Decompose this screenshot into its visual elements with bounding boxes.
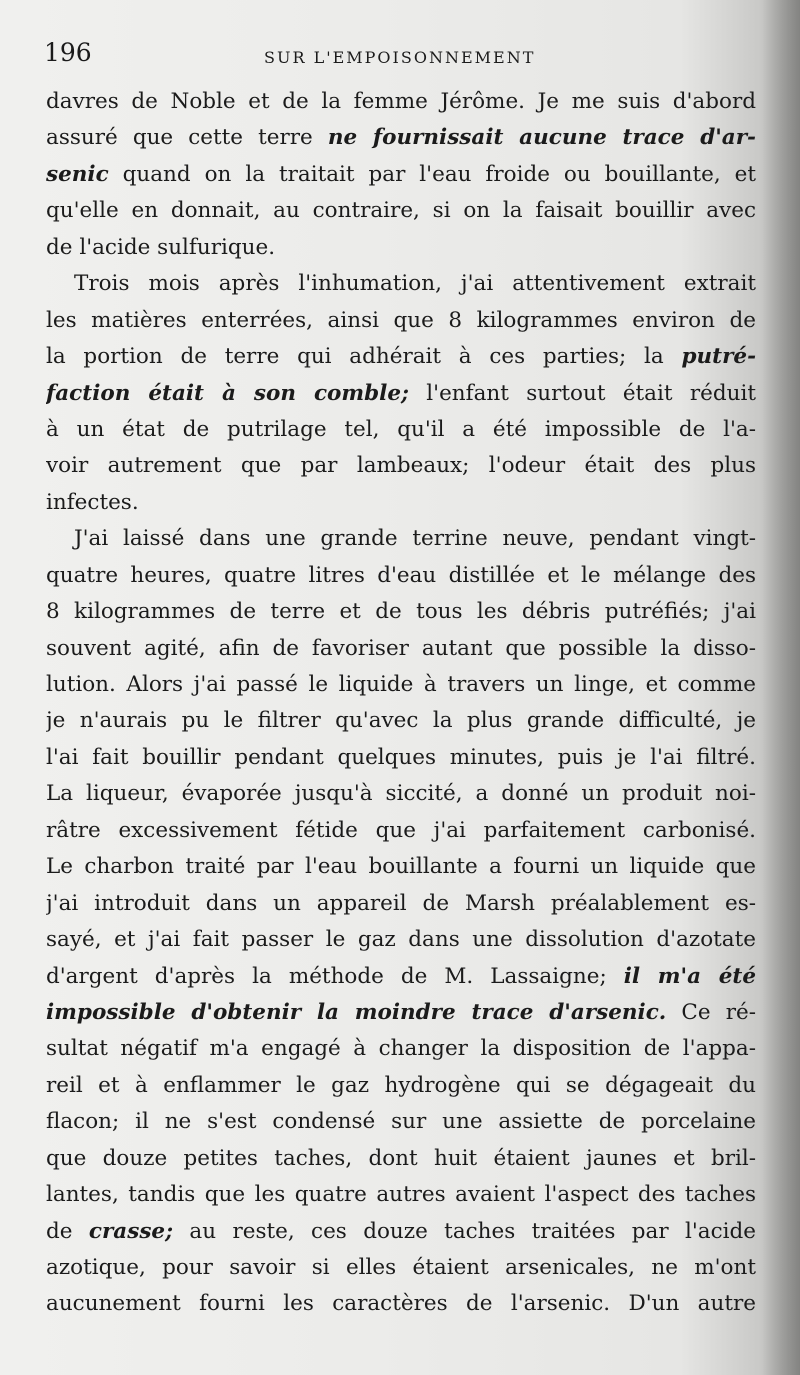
- text-segment: azotique, pour savoir si elles étaient arsenicales, ne m'ont: [46, 1255, 756, 1280]
- text-segment: lution. Alors j'ai passé le liquide à travers un linge, et comme: [46, 672, 756, 697]
- text-line: [46, 813, 756, 849]
- text-line: [46, 1068, 756, 1104]
- text-segment: voir autrement que par lambeaux; l'odeur était des plus: [46, 453, 756, 479]
- text-segment: reil et à enflammer le gaz hydrogène qui se dégageait du: [46, 1072, 756, 1098]
- text-segment: davres de Noble et de la femme Jérôme. Je me suis d'abord: [46, 89, 756, 114]
- italic-text-segment: senic: [46, 161, 109, 187]
- text-line: [46, 1250, 756, 1286]
- text-line: [46, 703, 756, 739]
- text-segment: La liqueur, évaporée jusqu'à siccité, a donné un produit noi-: [46, 781, 756, 807]
- text-segment: au reste, ces douze taches traitées par l'acide: [173, 1218, 756, 1244]
- text-line: [46, 339, 756, 375]
- text-segment: les matières enterrées, ainsi que 8 kilogrammes environ de: [46, 307, 756, 333]
- text-line: [46, 849, 756, 885]
- text-line: [46, 84, 756, 120]
- text-segment: souvent agité, afin de favoriser autant que possible la disso-: [46, 635, 756, 661]
- text-line: [46, 266, 756, 302]
- text-line: [46, 303, 756, 339]
- text-line: [46, 1031, 756, 1067]
- text-line: [46, 594, 756, 630]
- text-line: [46, 193, 756, 229]
- text-segment: quand on la traitait par l'eau froide ou bouillante, et: [108, 161, 756, 187]
- text-line: [46, 886, 756, 922]
- italic-text-segment: ne fournissait aucune trace d'ar-: [327, 125, 756, 151]
- text-segment: j'ai introduit dans un appareil de Marsh préalablement es-: [46, 890, 756, 916]
- text-segment: à un état de putrilage tel, qu'il a été impossible de l'a-: [46, 416, 756, 442]
- text-segment: flacon; il ne s'est condensé sur une assiette de porcelaine: [46, 1109, 756, 1135]
- text-segment: Trois mois après l'inhumation, j'ai attentivement extrait: [74, 271, 756, 297]
- text-segment: que douze petites taches, dont huit étaient jaunes et bril-: [46, 1145, 756, 1171]
- text-line: [46, 959, 756, 995]
- text-line: [46, 521, 756, 557]
- text-line: [46, 631, 756, 667]
- italic-text-segment: il m'a été: [623, 963, 756, 989]
- text-line: [46, 485, 756, 521]
- text-segment: l'enfant surtout était réduit: [408, 380, 756, 406]
- text-line: [46, 922, 756, 958]
- text-line: [46, 667, 756, 703]
- text-line: [46, 1141, 756, 1177]
- text-line: [46, 412, 756, 448]
- text-segment: de: [46, 1218, 89, 1244]
- text-segment: sayé, et j'ai fait passer le gaz dans une dissolution d'azotate: [46, 927, 756, 953]
- text-line: [46, 1286, 756, 1322]
- text-line: [46, 776, 756, 812]
- page-number: 196: [44, 38, 92, 67]
- text-line: [46, 157, 756, 193]
- text-line: [46, 448, 756, 484]
- italic-text-segment: putré-: [681, 344, 756, 370]
- text-segment: d'argent d'après la méthode de M. Lassaigne;: [46, 963, 624, 989]
- text-segment: Ce ré-: [666, 999, 756, 1025]
- text-line: [46, 558, 756, 594]
- text-segment: qu'elle en donnait, au contraire, si on la faisait bouillir avec: [46, 198, 756, 224]
- text-segment: quatre heures, quatre litres d'eau distillée et le mélange des: [46, 562, 756, 588]
- text-segment: lantes, tandis que les quatre autres avaient l'aspect des taches: [46, 1182, 756, 1208]
- text-line: [46, 995, 756, 1031]
- text-line: [46, 120, 756, 156]
- text-segment: je n'aurais pu le filtrer qu'avec la plus grande difficulté, je: [46, 708, 756, 734]
- text-line: [46, 740, 756, 776]
- text-segment: sultat négatif m'a engagé à changer la disposition de l'appa-: [46, 1036, 756, 1062]
- italic-text-segment: faction était à son comble;: [46, 380, 409, 406]
- text-segment: assuré que cette terre: [46, 125, 328, 151]
- text-segment: la portion de terre qui adhérait à ces parties; la: [46, 344, 682, 370]
- text-line: [46, 1177, 756, 1213]
- italic-text-segment: crasse;: [88, 1218, 174, 1244]
- text-line: [46, 230, 756, 266]
- text-segment: râtre excessivement fétide que j'ai parfaitement carbonisé.: [46, 817, 756, 843]
- text-segment: J'ai laissé dans une grande terrine neuve, pendant vingt-: [74, 526, 756, 552]
- text-line: [46, 1214, 756, 1250]
- text-line: [46, 1104, 756, 1140]
- text-segment: aucunement fourni les caractères de l'arsenic. D'un autre: [46, 1291, 756, 1317]
- text-line: [46, 376, 756, 412]
- italic-text-segment: impossible d'obtenir la moindre trace d'arsenic.: [46, 999, 667, 1025]
- text-segment: de l'acide sulfurique.: [46, 234, 276, 260]
- running-title: SUR L'EMPOISONNEMENT: [264, 48, 536, 67]
- body-text: [46, 84, 756, 1323]
- text-segment: Le charbon traité par l'eau bouillante a fourni un liquide que: [46, 854, 756, 880]
- text-segment: 8 kilogrammes de terre et de tous les débris putréfiés; j'ai: [46, 599, 756, 625]
- page-header: [44, 38, 754, 78]
- text-segment: infectes.: [46, 489, 139, 515]
- text-segment: l'ai fait bouillir pendant quelques minutes, puis je l'ai filtré.: [46, 744, 756, 770]
